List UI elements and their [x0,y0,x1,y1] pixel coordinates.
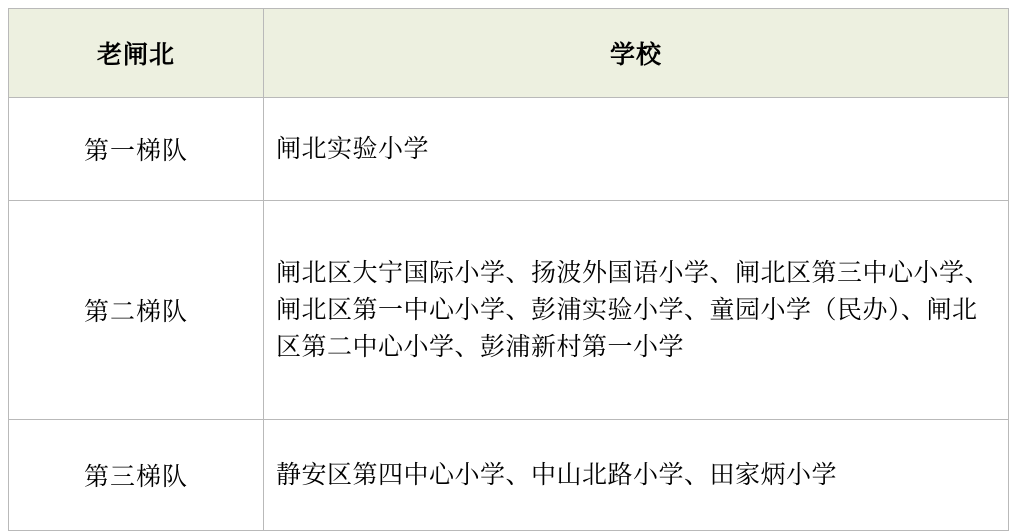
table-row [9,98,1009,201]
tier-schools-second: 闸北区大宁国际小学、扬波外国语小学、闸北区第三中心小学、闸北区第一中心小学、彭浦实验小学、童园小学（民办）、闸北区第二中心小学、彭浦新村第一小学 [264,201,1009,420]
column-header-school: 学校 [264,9,1009,98]
column-header-district: 老闸北 [9,9,264,98]
table-header-row [9,9,1009,98]
table-body [9,98,1009,531]
table-row [9,420,1009,531]
table-header [9,9,1009,98]
table-row [9,201,1009,420]
tier-label-third: 第三梯队 [9,420,264,531]
tier-schools-third: 静安区第四中心小学、中山北路小学、田家炳小学 [264,420,1009,531]
tier-schools-first: 闸北实验小学 [264,98,1009,201]
tier-label-first: 第一梯队 [9,98,264,201]
school-tier-table [8,8,1009,531]
tier-label-second: 第二梯队 [9,201,264,420]
